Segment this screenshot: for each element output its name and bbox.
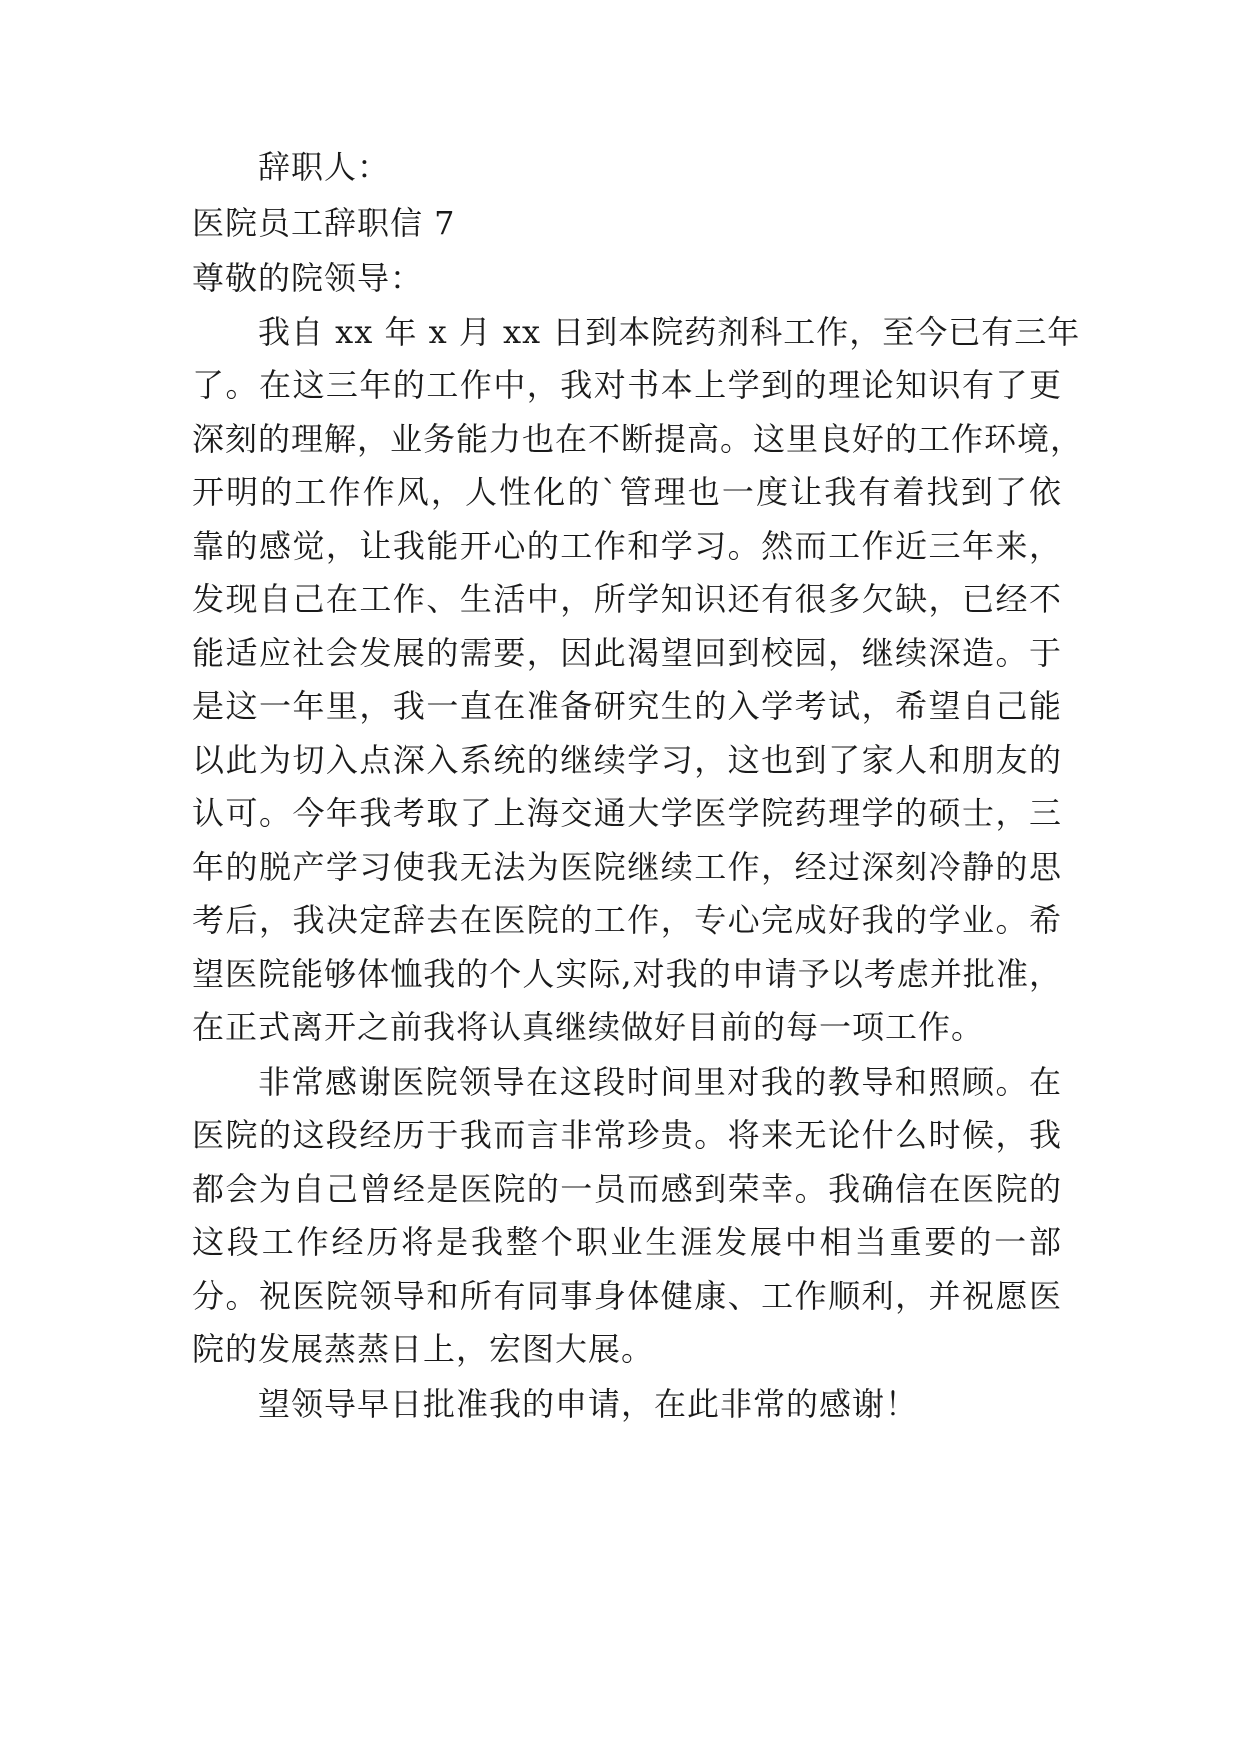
paragraph-line: 院的发展蒸蒸日上，宏图大展。 xyxy=(192,1330,655,1368)
paragraph-line: 是这一年里，我一直在准备研究生的入学考试，希望自己能 xyxy=(192,687,1062,725)
paragraph-line: 我自 xx 年 x 月 xx 日到本院药剂科工作，至今已有三年 xyxy=(258,313,1081,351)
paragraph-line: 深刻的理解，业务能力也在不断提高。这里良好的工作环境， xyxy=(192,420,1084,458)
paragraph-line: 非常感谢医院领导在这段时间里对我的教导和照顾。在 xyxy=(258,1063,1062,1101)
closing-line: 望领导早日批准我的申请，在此非常的感谢！ xyxy=(258,1385,919,1423)
paragraph-line: 靠的感觉，让我能开心的工作和学习。然而工作近三年来， xyxy=(192,527,1062,565)
paragraph-line: 在正式离开之前我将认真继续做好目前的每一项工作。 xyxy=(192,1008,985,1046)
paragraph-line: 这段工作经历将是我整个职业生涯发展中相当重要的一部 xyxy=(192,1223,1062,1261)
signature-label: 辞职人： xyxy=(258,148,391,186)
document-title: 医院员工辞职信 7 xyxy=(192,204,456,242)
paragraph-line: 望医院能够体恤我的个人实际,对我的申请予以考虑并批准， xyxy=(192,955,1062,993)
paragraph-line: 能适应社会发展的需要，因此渴望回到校园，继续深造。于 xyxy=(192,634,1062,672)
paragraph-line: 了。在这三年的工作中，我对书本上学到的理论知识有了更 xyxy=(192,366,1062,404)
paragraph-line: 开明的工作作风，人性化的`管理也一度让我有着找到了依 xyxy=(192,473,1062,511)
paragraph-line: 以此为切入点深入系统的继续学习，这也到了家人和朋友的 xyxy=(192,741,1062,779)
salutation: 尊敬的院领导： xyxy=(192,259,424,297)
paragraph-line: 年的脱产学习使我无法为医院继续工作，经过深刻冷静的思 xyxy=(192,848,1062,886)
paragraph-line: 都会为自己曾经是医院的一员而感到荣幸。我确信在医院的 xyxy=(192,1170,1062,1208)
paragraph-line: 发现自己在工作、生活中，所学知识还有很多欠缺，已经不 xyxy=(192,580,1062,618)
paragraph-line: 认可。今年我考取了上海交通大学医学院药理学的硕士，三 xyxy=(192,794,1062,832)
paragraph-line: 考后，我决定辞去在医院的工作，专心完成好我的学业。希 xyxy=(192,901,1062,939)
paragraph-line: 医院的这段经历于我而言非常珍贵。将来无论什么时候，我 xyxy=(192,1116,1062,1154)
paragraph-line: 分。祝医院领导和所有同事身体健康、工作顺利，并祝愿医 xyxy=(192,1277,1062,1315)
